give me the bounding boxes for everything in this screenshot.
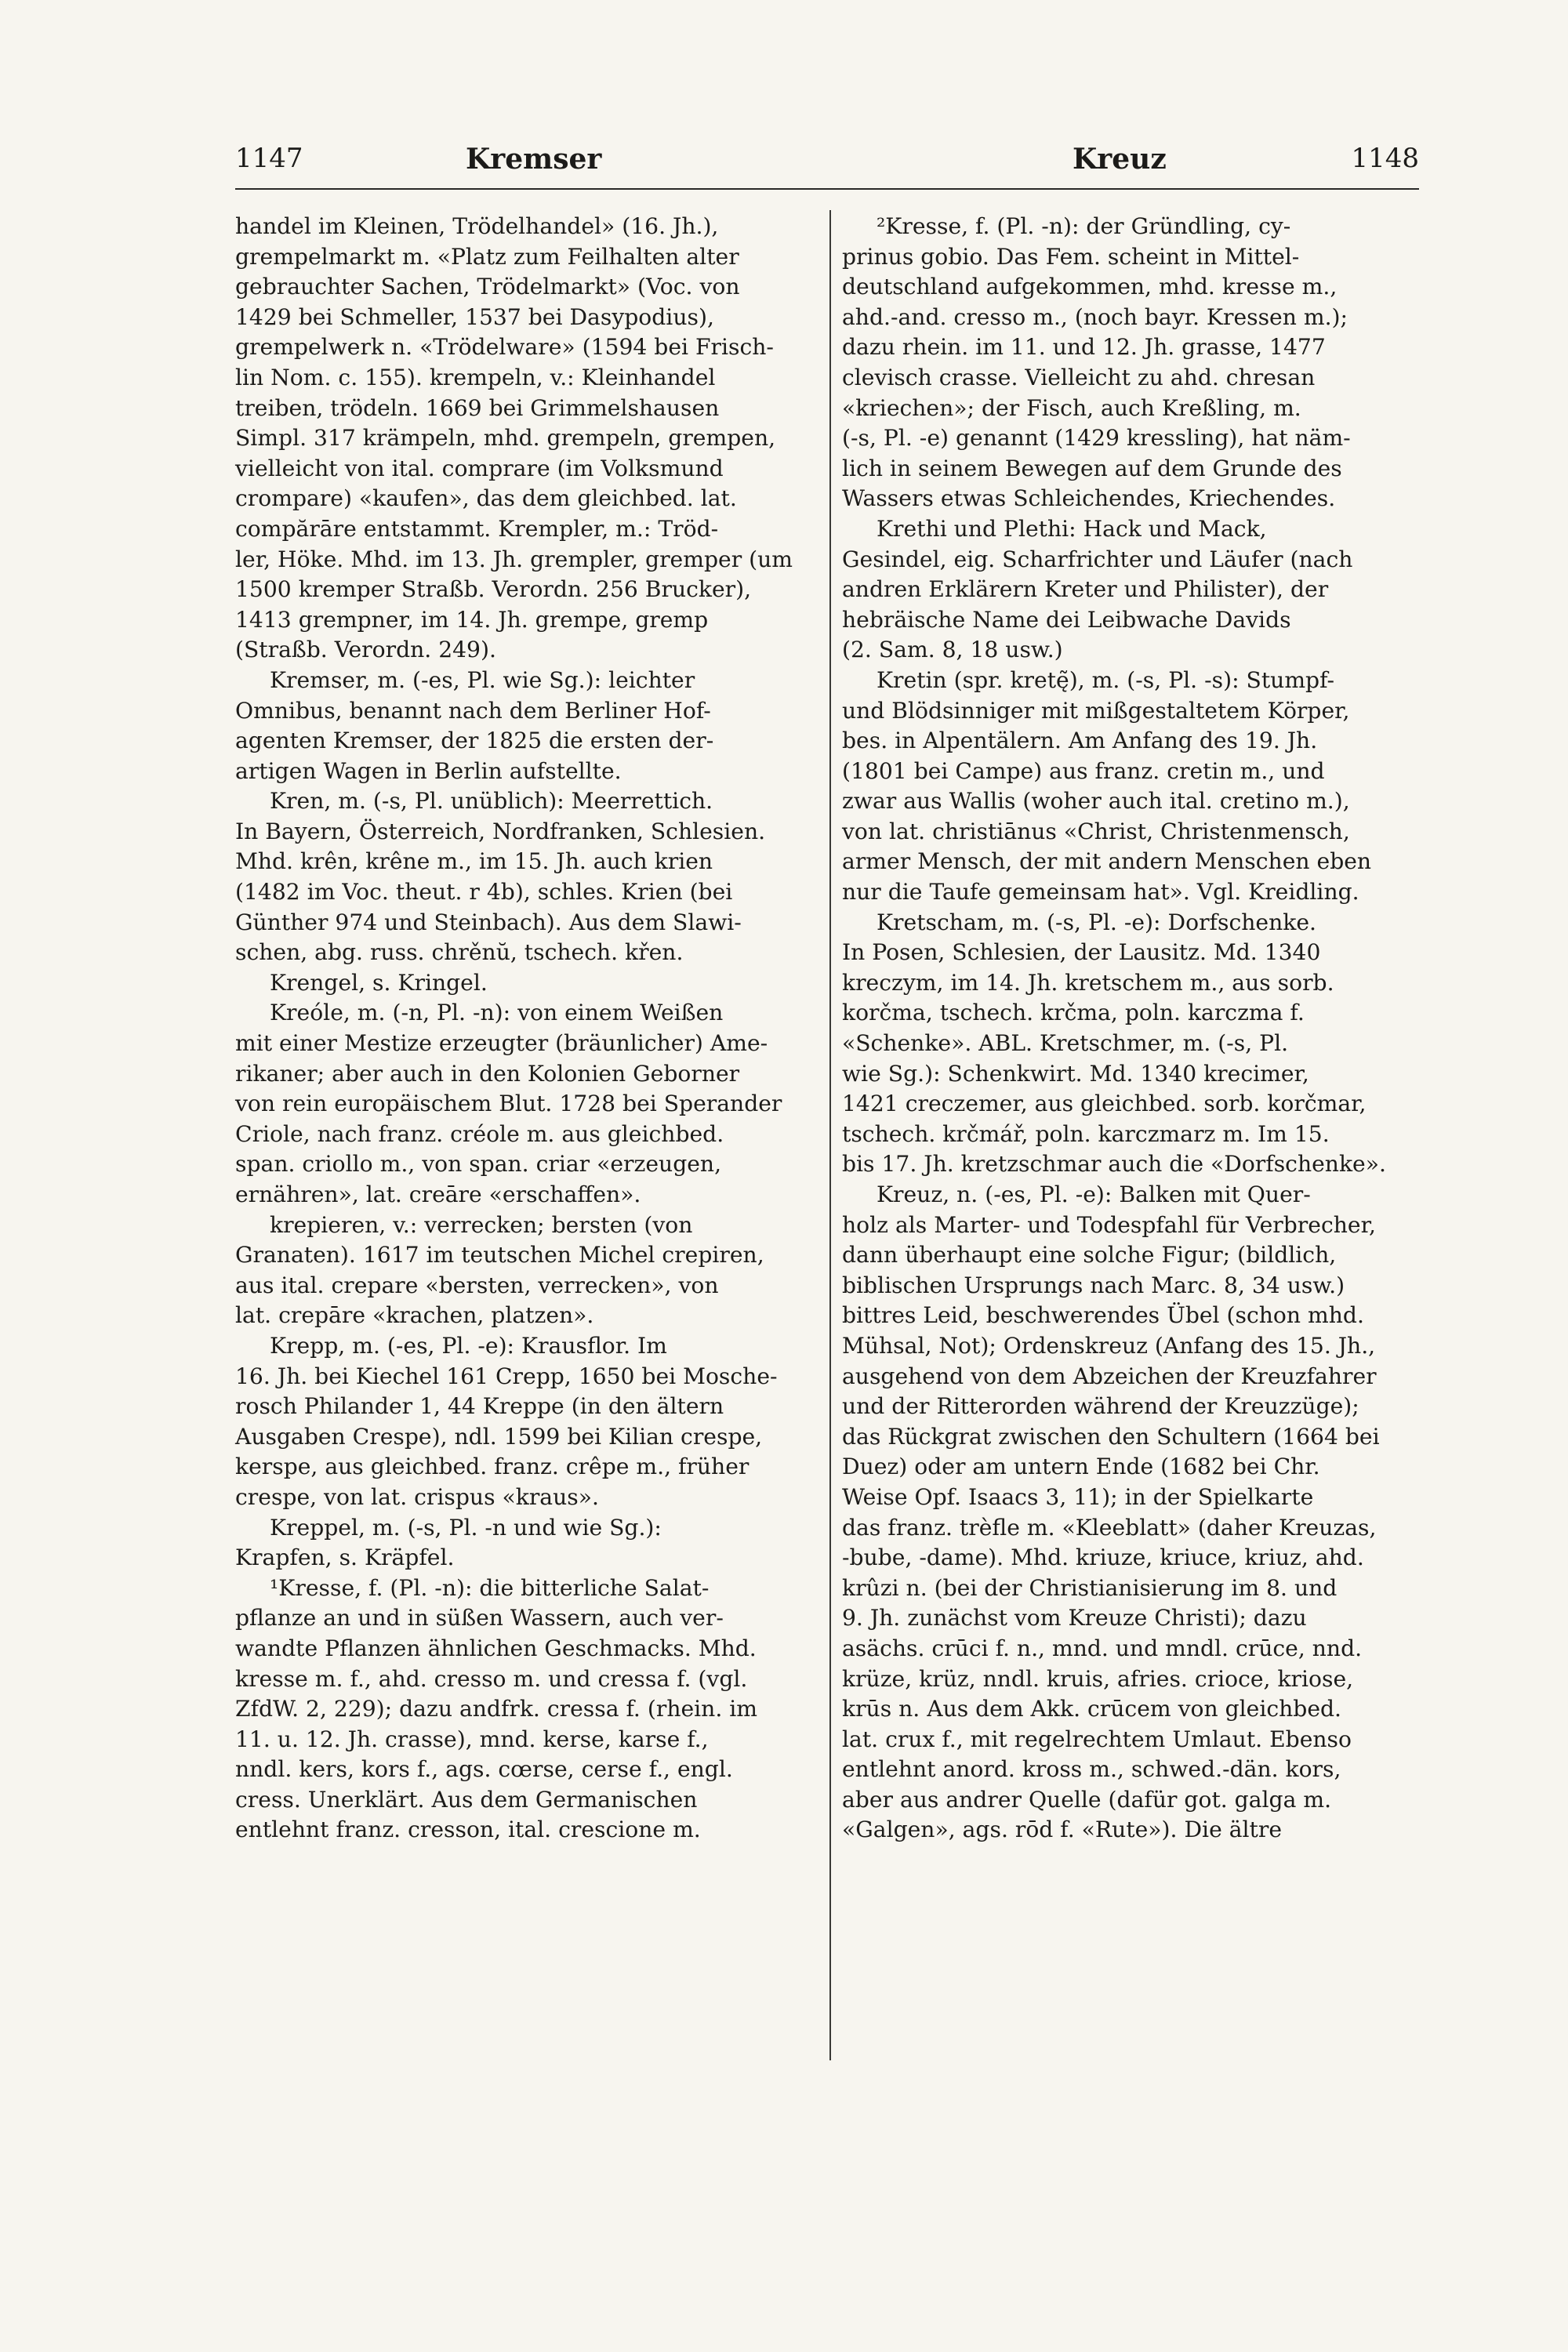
right-column-line: bittres Leid, beschwerendes Übel (schon mhd. (842, 1302, 1364, 1329)
left-column-line: 11. u. 12. Jh. crasse), mnd. kerse, karse f., (235, 1726, 709, 1752)
right-column-line: kreczym, im 14. Jh. kretschem m., aus sorb. (842, 969, 1334, 996)
left-column-line: Krengel, s. Kringel. (270, 969, 488, 996)
left-column-line: 16. Jh. bei Kiechel 161 Crepp, 1650 bei Mosche- (235, 1363, 778, 1389)
right-column-line: bes. in Alpentälern. Am Anfang des 19. Jh. (842, 728, 1318, 754)
left-column-line: (1482 im Voc. theut. r 4b), schles. Krien (bei (235, 879, 733, 906)
left-column-line: ¹Kresse, f. (Pl. -n): die bitterliche Salat- (270, 1574, 710, 1601)
left-column (235, 212, 811, 1846)
running-headword-left: Kremser (466, 143, 602, 176)
left-column-line: In Bayern, Österreich, Nordfranken, Schlesien. (235, 818, 766, 844)
right-column-line: (1801 bei Campe) aus franz. cretin m., und (842, 757, 1325, 784)
left-column-line: lat. crepāre «krachen, platzen». (235, 1302, 594, 1329)
left-column-line: gebrauchter Sachen, Trödelmarkt» (Voc. von (235, 274, 740, 300)
right-column-line: nur die Taufe gemeinsam hat». Vgl. Kreidling. (842, 879, 1359, 906)
right-column-line: «Galgen», ags. rōd f. «Rute»). Die ältre (842, 1817, 1283, 1843)
right-column-line: -bube, -dame). Mhd. kriuze, kriuce, kriuz, ahd. (842, 1544, 1364, 1571)
left-column-line: Günther 974 und Steinbach). Aus dem Slawi- (235, 909, 742, 935)
left-column-line: rikaner; aber auch in den Kolonien Geborner (235, 1060, 740, 1087)
right-column-line: «kriechen»; der Fisch, auch Kreßling, m. (842, 394, 1301, 421)
page-number-left: 1147 (235, 143, 303, 174)
left-column-line: agenten Kremser, der 1825 die ersten der- (235, 728, 714, 754)
right-column (842, 212, 1418, 1846)
left-column-line: grempelmarkt m. «Platz zum Feilhalten alter (235, 243, 739, 270)
right-column-line: armer Mensch, der mit andern Menschen eben (842, 848, 1372, 875)
left-column-line: wandte Pflanzen ähnlichen Geschmacks. Mhd. (235, 1635, 757, 1661)
right-column-line: bis 17. Jh. kretzschmar auch die «Dorfschenke». (842, 1151, 1386, 1178)
left-column-line: treiben, trödeln. 1669 bei Grimmelshausen (235, 394, 720, 421)
right-column-line: aber aus andrer Quelle (dafür got. galga m. (842, 1786, 1332, 1813)
right-column-line: das franz. trèfle m. «Kleeblatt» (daher Kreuzas, (842, 1514, 1377, 1541)
left-column-line: Krepp, m. (-es, Pl. -e): Krausflor. Im (270, 1332, 667, 1359)
right-column-line: (2. Sam. 8, 18 usw.) (842, 637, 1063, 663)
right-column-line: lat. crux f., mit regelrechtem Umlaut. Ebenso (842, 1726, 1352, 1752)
right-column-line: In Posen, Schlesien, der Lausitz. Md. 1340 (842, 939, 1321, 966)
right-column-line: Wassers etwas Schleichendes, Kriechendes. (842, 485, 1336, 512)
left-column-line: entlehnt franz. cresson, ital. crescione m. (235, 1817, 701, 1843)
left-column-line: 1413 grempner, im 14. Jh. grempe, gremp (235, 606, 709, 633)
right-column-line: (-s, Pl. -e) genannt (1429 kressling), hat näm- (842, 425, 1351, 452)
left-column-line: Krapfen, s. Kräpfel. (235, 1544, 455, 1571)
right-column-line: wie Sg.): Schenkwirt. Md. 1340 krecimer, (842, 1060, 1309, 1087)
left-column-line: Mhd. krên, krêne m., im 15. Jh. auch krien (235, 848, 713, 875)
right-column-line: Kretscham, m. (-s, Pl. -e): Dorfschenke. (877, 909, 1316, 935)
left-column-line: vielleicht von ital. comprare (im Volksmund (235, 455, 724, 481)
right-column-line: entlehnt anord. kross m., schwed.-dän. kors, (842, 1756, 1341, 1783)
right-column-line: Mühsal, Not); Ordenskreuz (Anfang des 15. Jh., (842, 1332, 1376, 1359)
right-column-line: ausgehend von dem Abzeichen der Kreuzfahrer (842, 1363, 1377, 1389)
left-column-line: pflanze an und in süßen Wassern, auch ver- (235, 1605, 724, 1632)
right-column-line: Duez) oder am untern Ende (1682 bei Chr. (842, 1454, 1320, 1480)
left-column-line: Criole, nach franz. créole m. aus gleichbed. (235, 1120, 724, 1147)
right-column-line: hebräische Name dei Leibwache Davids (842, 606, 1291, 633)
left-column-line: cress. Unerklärt. Aus dem Germanischen (235, 1786, 698, 1813)
right-column-line: tschech. krčmář, poln. karczmarz m. Im 15. (842, 1120, 1330, 1147)
right-column-line: und der Ritterorden während der Kreuzzüge); (842, 1393, 1359, 1420)
right-column-line: biblischen Ursprungs nach Marc. 8, 34 usw.) (842, 1272, 1345, 1298)
left-column-line: lin Nom. c. 155). krempeln, v.: Kleinhandel (235, 364, 716, 390)
right-column-line: ²Kresse, f. (Pl. -n): der Gründling, cy- (877, 213, 1291, 239)
left-column-line: handel im Kleinen, Trödelhandel» (16. Jh.), (235, 213, 719, 239)
left-column-line: nndl. kers, kors f., ags. cœrse, cerse f., engl. (235, 1756, 733, 1783)
left-column-line: krepieren, v.: verrecken; bersten (von (270, 1211, 693, 1238)
left-column-line: crespe, von lat. crispus «kraus». (235, 1483, 599, 1510)
right-column-line: Kreuz, n. (-es, Pl. -e): Balken mit Quer- (877, 1181, 1311, 1207)
page-header (235, 143, 1419, 187)
left-column-line: Simpl. 317 krämpeln, mhd. grempeln, grempen, (235, 425, 776, 452)
left-column-line: kerspe, aus gleichbed. franz. crêpe m., früher (235, 1454, 750, 1480)
right-column-line: andren Erklärern Kreter und Philister), der (842, 576, 1329, 603)
running-headword-right: Kreuz (1073, 143, 1167, 176)
right-column-line: zwar aus Wallis (woher auch ital. cretino m.), (842, 788, 1350, 815)
left-column-line: Kremser, m. (-es, Pl. wie Sg.): leichter (270, 666, 695, 693)
left-column-line: grempelwerk n. «Trödelware» (1594 bei Frisch- (235, 334, 774, 361)
left-column-line: schen, abg. russ. chrěnŭ, tschech. křen. (235, 939, 684, 966)
left-column-line: mit einer Mestize erzeugter (bräunlicher) Ame- (235, 1030, 768, 1057)
right-column-line: krūs n. Aus dem Akk. crūcem von gleichbed. (842, 1696, 1341, 1722)
column-divider (829, 210, 831, 2060)
right-column-line: Kretin (spr. kretę̃), m. (-s, Pl. -s): Stumpf- (877, 666, 1335, 693)
left-column-line: aus ital. crepare «bersten, verrecken», von (235, 1272, 719, 1298)
right-column-line: dazu rhein. im 11. und 12. Jh. grasse, 1477 (842, 334, 1326, 361)
left-column-line: artigen Wagen in Berlin aufstellte. (235, 757, 622, 784)
right-column-line: holz als Marter- und Todespfahl für Verbrecher, (842, 1211, 1376, 1238)
right-column-line: lich in seinem Bewegen auf dem Grunde des (842, 455, 1342, 481)
left-column-line: span. criollo m., von span. criar «erzeugen, (235, 1151, 722, 1178)
right-column-line: dann überhaupt eine solche Figur; (bildlich, (842, 1242, 1337, 1269)
left-column-line: rosch Philander 1, 44 Kreppe (in den ältern (235, 1393, 724, 1420)
right-column-line: deutschland aufgekommen, mhd. kresse m., (842, 274, 1338, 300)
right-column-line: clevisch crasse. Vielleicht zu ahd. chresan (842, 364, 1316, 390)
right-column-line: 9. Jh. zunächst vom Kreuze Christi); dazu (842, 1605, 1307, 1632)
right-column-line: «Schenke». ABL. Kretschmer, m. (-s, Pl. (842, 1030, 1289, 1057)
right-column-line: prinus gobio. Das Fem. scheint in Mittel- (842, 243, 1300, 270)
left-column-line: Kreppel, m. (-s, Pl. -n und wie Sg.): (270, 1514, 662, 1541)
header-rule (235, 188, 1419, 190)
left-column-line: ernähren», lat. creāre «erschaffen». (235, 1181, 641, 1207)
page-number-right: 1148 (1351, 143, 1419, 174)
left-column-line: Ausgaben Crespe), ndl. 1599 bei Kilian crespe, (235, 1423, 763, 1450)
right-column-line: von lat. christiānus «Christ, Christenmensch, (842, 818, 1350, 844)
left-column-line: Kreóle, m. (-n, Pl. -n): von einem Weißen (270, 1000, 724, 1026)
left-column-line: 1429 bei Schmeller, 1537 bei Dasypodius), (235, 303, 714, 330)
left-column-line: Kren, m. (-s, Pl. unüblich): Meerrettich. (270, 788, 713, 815)
right-column-line: Krethi und Plethi: Hack und Mack, (877, 515, 1267, 542)
left-column-line: von rein europäischem Blut. 1728 bei Sperander (235, 1091, 782, 1117)
right-column-line: Gesindel, eig. Scharfrichter und Läufer (nach (842, 546, 1353, 572)
left-column-line: crompare) «kaufen», das dem gleichbed. lat. (235, 485, 737, 512)
right-column-line: und Blödsinniger mit mißgestaltetem Körper, (842, 697, 1350, 724)
left-column-line: ler, Höke. Mhd. im 13. Jh. grempler, gremper (um (235, 546, 793, 572)
right-column-line: krüze, krüz, nndl. kruis, afries. crioce, kriose, (842, 1665, 1354, 1692)
right-column-line: ahd.-and. cresso m., (noch bayr. Kressen m.); (842, 303, 1348, 330)
left-column-line: compărāre entstammt. Krempler, m.: Tröd- (235, 515, 719, 542)
right-column-line: asächs. crūci f. n., mnd. und mndl. crūce, nnd. (842, 1635, 1363, 1661)
right-column-line: korčma, tschech. krčma, poln. karczma f. (842, 1000, 1305, 1026)
left-column-line: ZfdW. 2, 229); dazu andfrk. cressa f. (rhein. im (235, 1696, 757, 1722)
left-column-line: (Straßb. Verordn. 249). (235, 637, 496, 663)
left-column-line: Omnibus, benannt nach dem Berliner Hof- (235, 697, 711, 724)
left-column-line: Granaten). 1617 im teutschen Michel crepiren, (235, 1242, 764, 1269)
left-column-line: 1500 kremper Straßb. Verordn. 256 Brucker), (235, 576, 752, 603)
right-column-line: das Rückgrat zwischen den Schultern (1664 bei (842, 1423, 1380, 1450)
right-column-line: 1421 creczemer, aus gleichbed. sorb. korčmar, (842, 1091, 1367, 1117)
right-column-line: krûzi n. (bei der Christianisierung im 8. und (842, 1574, 1338, 1601)
left-column-line: kresse m. f., ahd. cresso m. und cressa f. (vgl. (235, 1665, 748, 1692)
right-column-line: Weise Opf. Isaacs 3, 11); in der Spielkarte (842, 1483, 1314, 1510)
